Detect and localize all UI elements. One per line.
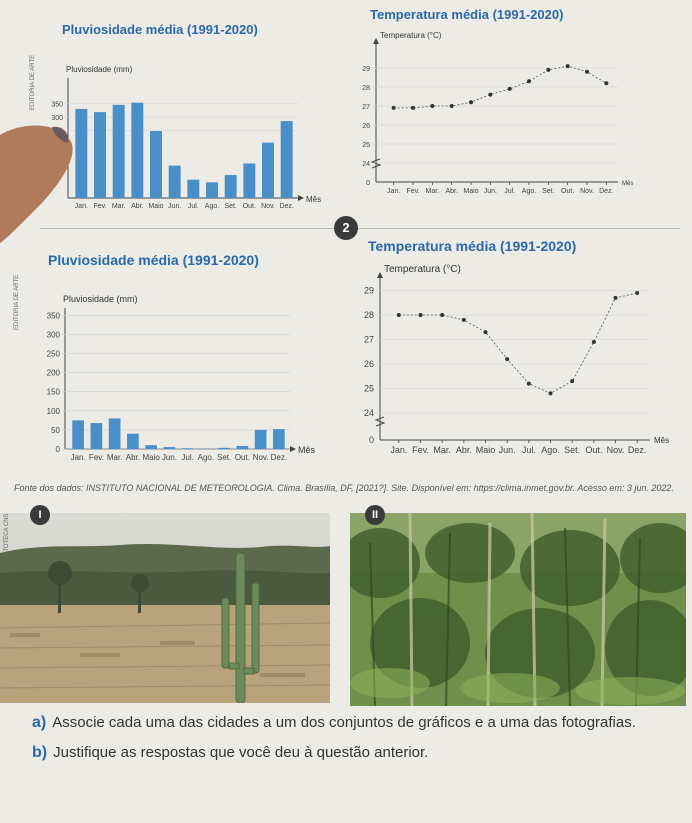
x-tick-label: Out.	[585, 445, 603, 455]
x-tick-label: Set.	[217, 453, 232, 462]
temperature-line	[399, 293, 637, 393]
question-b-letter: b)	[32, 744, 48, 761]
rain-bar	[169, 166, 181, 198]
rain-bar	[145, 445, 157, 449]
temperature-point	[604, 81, 608, 85]
x-axis-label: Mês	[622, 181, 634, 187]
photo-I-credit: FOTOTECA CNS	[4, 513, 10, 560]
temperature-point	[488, 93, 492, 97]
y-tick-label: 50	[51, 425, 60, 435]
x-tick-label: Maio	[475, 445, 496, 455]
temperature-point	[592, 340, 596, 344]
y-axis-arrow	[373, 38, 379, 44]
x-tick-label: Jul.	[181, 453, 194, 462]
temperature-point	[635, 291, 639, 295]
rain-bar	[225, 175, 237, 198]
bottom-rain-title: Pluviosidade média (1991-2020)	[48, 252, 259, 268]
top-chart-credit: EDITORIA DE ARTE	[30, 54, 36, 110]
photo-label-II: II	[365, 505, 385, 525]
bottom-rain-chart	[20, 262, 340, 474]
x-tick-label: Jan.	[387, 188, 401, 195]
rain-bar	[164, 447, 176, 449]
rain-bar	[273, 429, 285, 449]
temperature-point	[397, 313, 401, 317]
y-tick-label: 0	[366, 180, 370, 187]
temperature-point	[419, 313, 423, 317]
y-tick-label: 250	[46, 349, 60, 359]
temperature-point	[440, 313, 444, 317]
x-axis-arrow	[290, 446, 296, 452]
temperature-point	[566, 64, 570, 68]
y-tick-label: 29	[362, 66, 370, 73]
temperature-point	[549, 391, 553, 395]
x-tick-label: Ago.	[541, 445, 560, 455]
x-tick-label: Dez.	[270, 453, 288, 462]
top-temp-chart	[350, 30, 650, 210]
x-tick-label: Set.	[564, 445, 581, 455]
y-tick-label: 28	[362, 85, 370, 92]
rain-bar	[255, 430, 267, 449]
y-axis-arrow	[377, 272, 383, 278]
y-axis-label: Pluviosidade (mm)	[66, 65, 133, 74]
temperature-point	[484, 330, 488, 334]
temperature-point	[508, 87, 512, 91]
temperature-point	[450, 104, 454, 108]
section-number: 2	[334, 216, 358, 240]
x-axis-arrow	[298, 195, 304, 201]
temperature-point	[614, 296, 618, 300]
x-tick-label: Fev.	[406, 188, 420, 195]
x-tick-label: Set.	[542, 188, 555, 195]
x-tick-label: Jan.	[390, 445, 408, 455]
y-tick-label: 27	[362, 104, 370, 111]
y-tick-label: 24	[363, 408, 374, 418]
x-tick-label: Jun.	[483, 188, 497, 195]
axis-break-mark	[376, 417, 384, 426]
x-tick-label: Mar.	[425, 188, 440, 195]
rain-bar	[127, 434, 139, 449]
temperature-point	[469, 100, 473, 104]
rain-bar	[206, 182, 218, 198]
x-tick-label: Jan.	[70, 453, 86, 462]
rain-bar	[150, 131, 162, 198]
x-tick-label: Nov.	[606, 445, 625, 455]
x-tick-label: Jan.	[74, 203, 88, 210]
question-b-text: Justifique as respostas que você deu à questão anterior.	[53, 744, 429, 761]
x-tick-label: Out.	[561, 188, 575, 195]
temperature-point	[527, 79, 531, 83]
temperature-point	[527, 382, 531, 386]
x-axis-label: Mês	[654, 436, 670, 445]
temperature-point	[411, 106, 415, 110]
rain-bar	[187, 180, 199, 198]
x-tick-label: Abr.	[131, 203, 144, 210]
temperature-point	[392, 106, 396, 110]
rain-bar	[237, 446, 249, 449]
x-tick-label: Nov.	[252, 453, 269, 462]
y-tick-label: 29	[363, 285, 374, 296]
x-tick-label: Out.	[234, 453, 250, 462]
rain-bar	[113, 105, 125, 198]
x-tick-label: Mar.	[106, 453, 123, 462]
top-rain-title: Pluviosidade média (1991-2020)	[62, 22, 258, 37]
x-tick-label: Abr.	[455, 445, 472, 455]
y-tick-label: 300	[46, 330, 60, 340]
y-tick-label: 350	[46, 311, 60, 321]
x-tick-label: Nov.	[261, 203, 275, 210]
x-axis-label: Mês	[298, 445, 316, 455]
rain-bar	[91, 423, 103, 449]
y-tick-label: 100	[46, 406, 60, 416]
x-tick-label: Jun.	[161, 453, 177, 462]
section-divider	[40, 228, 680, 229]
x-tick-label: Fev.	[88, 453, 104, 462]
rain-bar	[131, 103, 143, 198]
y-tick-label: 25	[363, 383, 374, 394]
x-tick-label: Nov.	[580, 188, 594, 195]
question-a	[32, 714, 636, 732]
photo-label-I: I	[30, 505, 50, 525]
x-tick-label: Abr.	[125, 453, 140, 462]
x-tick-label: Ago.	[197, 453, 215, 462]
temperature-point	[546, 68, 550, 72]
x-tick-label: Dez.	[599, 188, 614, 195]
x-tick-label: Jul.	[187, 203, 199, 210]
rain-bar	[262, 143, 274, 198]
x-tick-label: Jul.	[504, 188, 516, 195]
y-tick-label: 25	[362, 142, 370, 149]
x-tick-label: Mar.	[433, 445, 451, 455]
top-temp-title: Temperatura média (1991-2020)	[370, 7, 564, 22]
question-b	[32, 744, 428, 762]
rain-bar	[72, 420, 84, 449]
x-tick-label: Ago.	[204, 203, 220, 210]
x-tick-label: Fev.	[412, 445, 429, 455]
x-tick-label: Maio	[142, 453, 160, 462]
temperature-point	[505, 357, 509, 361]
question-a-text: Associe cada uma das cidades a um dos conjuntos de gráficos e a uma das fotografias.	[52, 714, 636, 731]
x-tick-label: Jul.	[521, 445, 536, 455]
x-tick-label: Fev.	[93, 203, 107, 210]
x-tick-label: Ago.	[521, 188, 537, 195]
bottom-temp-title: Temperatura média (1991-2020)	[368, 238, 577, 254]
axis-break-mark	[372, 159, 380, 168]
rain-bar	[109, 418, 121, 449]
x-tick-label: Maio	[148, 203, 164, 210]
x-tick-label: Set.	[224, 203, 237, 210]
y-tick-label: 28	[363, 310, 374, 320]
y-tick-label: 26	[363, 359, 374, 369]
x-axis-label: Mês	[306, 195, 322, 204]
rain-bar	[182, 448, 194, 449]
y-axis-label: Temperatura (°C)	[380, 31, 442, 40]
y-axis-label: Temperatura (°C)	[384, 264, 461, 275]
y-axis-label: Pluviosidade (mm)	[63, 294, 138, 304]
y-tick-label: 0	[55, 445, 60, 454]
y-tick-label: 27	[363, 334, 374, 345]
rain-bar	[243, 163, 255, 198]
photo-rainforest	[350, 513, 686, 706]
y-tick-label: 300	[51, 115, 63, 122]
y-tick-label: 200	[46, 368, 60, 378]
bottom-temp-chart	[350, 258, 680, 474]
photo-caatinga	[0, 513, 330, 703]
y-tick-label: 150	[46, 387, 60, 397]
rain-bar	[281, 121, 293, 198]
temperature-point	[462, 318, 466, 322]
x-tick-label: Abr.	[445, 188, 458, 195]
x-tick-label: Dez.	[279, 203, 294, 210]
rain-bar	[218, 448, 230, 449]
question-a-letter: a)	[32, 714, 47, 731]
finger-image	[0, 115, 90, 245]
x-tick-label: Mar.	[111, 203, 126, 210]
rain-bar	[94, 112, 106, 198]
x-tick-label: Maio	[463, 188, 479, 195]
y-tick-label: 0	[368, 435, 374, 445]
x-tick-label: Dez.	[627, 445, 647, 455]
temperature-point	[585, 70, 589, 74]
data-source-note: Fonte dos dados: INSTITUTO NACIONAL DE METEOROLOGIA. Clima. Brasília, DF, [2021?]. Site. Disponível em: https://clima.inmet.gov.br. Acesso em: 3 jun. 2022.	[14, 483, 674, 493]
temperature-point	[570, 379, 574, 383]
x-tick-label: Jun.	[498, 445, 516, 455]
y-tick-label: 24	[362, 161, 370, 168]
x-tick-label: Out.	[242, 203, 256, 210]
temperature-point	[430, 104, 434, 108]
x-tick-label: Jun.	[168, 203, 182, 210]
bottom-chart-credit: EDITORIA DE ARTE	[14, 274, 20, 330]
y-tick-label: 350	[51, 101, 63, 109]
y-tick-label: 26	[362, 123, 370, 130]
